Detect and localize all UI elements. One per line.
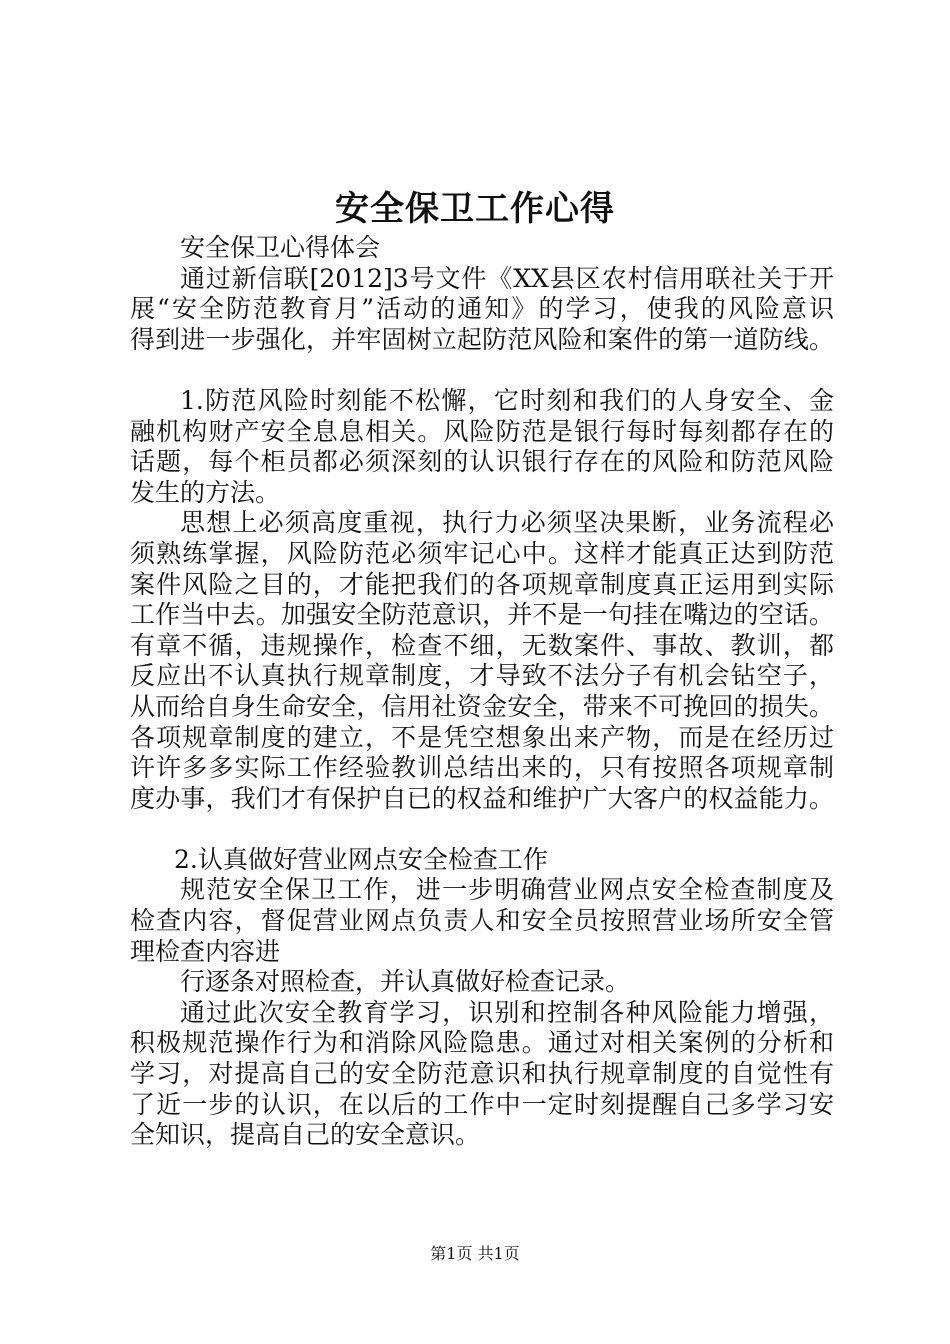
paragraph-line: 有章不循，违规操作，检查不细，无数案件、事故、教训，都	[130, 630, 834, 660]
paragraph-line: 行逐条对照检查，并认真做好检查记录。	[180, 967, 631, 997]
paragraph-line: 发生的方法。	[130, 477, 281, 507]
paragraph-line: 了近一步的认识，在以后的工作中一定时刻提醒自己多学习安	[130, 1089, 834, 1119]
paragraph-line: 理检查内容进	[130, 936, 281, 966]
paragraph-line: 得到进一步强化，并牢固树立起防范风险和案件的第一道防线。	[130, 324, 834, 354]
paragraph-gap	[130, 355, 834, 386]
paragraph-line: 许许多多实际工作经验教训总结出来的，只有按照各项规章制	[130, 753, 834, 783]
paragraph-line: 各项规章制度的建立，不是凭空想象出来产物，而是在经历过	[130, 722, 834, 752]
document-title: 安全保卫工作心得	[335, 189, 615, 229]
paragraph-line: 1.防范风险时刻能不松懈，它时刻和我们的人身安全、金	[180, 385, 834, 415]
paragraph-line: 全知识，提高自己的安全意识。	[130, 1120, 481, 1150]
page-footer: 第1页 共1页	[430, 1244, 520, 1263]
paragraph-line: 须熟练掌握，风险防范必须牢记心中。这样才能真正达到防范	[130, 538, 834, 568]
paragraph-line: 通过此次安全教育学习，识别和控制各种风险能力增强，	[180, 997, 834, 1027]
section-heading: 2.认真做好营业网点安全检查工作	[174, 844, 548, 874]
paragraph-line: 度办事，我们才有保护自已的权益和维护广大客户的权益能力。	[130, 783, 834, 813]
paragraph-line: 反应出不认真执行规章制度，才导致不法分子有机会钻空子，	[130, 661, 834, 691]
paragraph-line: 积极规范操作行为和消除风险隐患。通过对相关案例的分析和	[130, 1028, 834, 1058]
paragraph-gap	[130, 814, 834, 845]
paragraph-line: 从而给自身生命安全，信用社资金安全，带来不可挽回的损失。	[130, 691, 834, 721]
paragraph-line: 通过新信联[2012]3号文件《XX县区农村信用联社关于开	[180, 263, 834, 293]
paragraph-line: 工作当中去。加强安全防范意识，并不是一句挂在嘴边的空话。	[130, 600, 834, 630]
paragraph-line: 思想上必须高度重视，执行力必须坚决果断，业务流程必	[180, 508, 834, 538]
paragraph-line: 话题，每个柜员都必须深刻的认识银行存在的风险和防范风险	[130, 447, 834, 477]
subtitle-line: 安全保卫心得体会	[180, 233, 381, 262]
paragraph-line: 规范安全保卫工作，进一步明确营业网点安全检查制度及	[180, 875, 834, 905]
paragraph-line: 融机构财产安全息息相关。风险防范是银行每时每刻都存在的	[130, 416, 834, 446]
paragraph-line: 学习，对提高自己的安全防范意识和执行规章制度的自觉性有	[130, 1059, 834, 1089]
paragraph-line: 展“安全防范教育月”活动的通知》的学习，使我的风险意识	[130, 294, 834, 324]
paragraph-line: 检查内容，督促营业网点负责人和安全员按照营业场所安全管	[130, 906, 834, 936]
document-body	[130, 233, 834, 1151]
paragraph-line: 案件风险之目的，才能把我们的各项规章制度真正运用到实际	[130, 569, 834, 599]
